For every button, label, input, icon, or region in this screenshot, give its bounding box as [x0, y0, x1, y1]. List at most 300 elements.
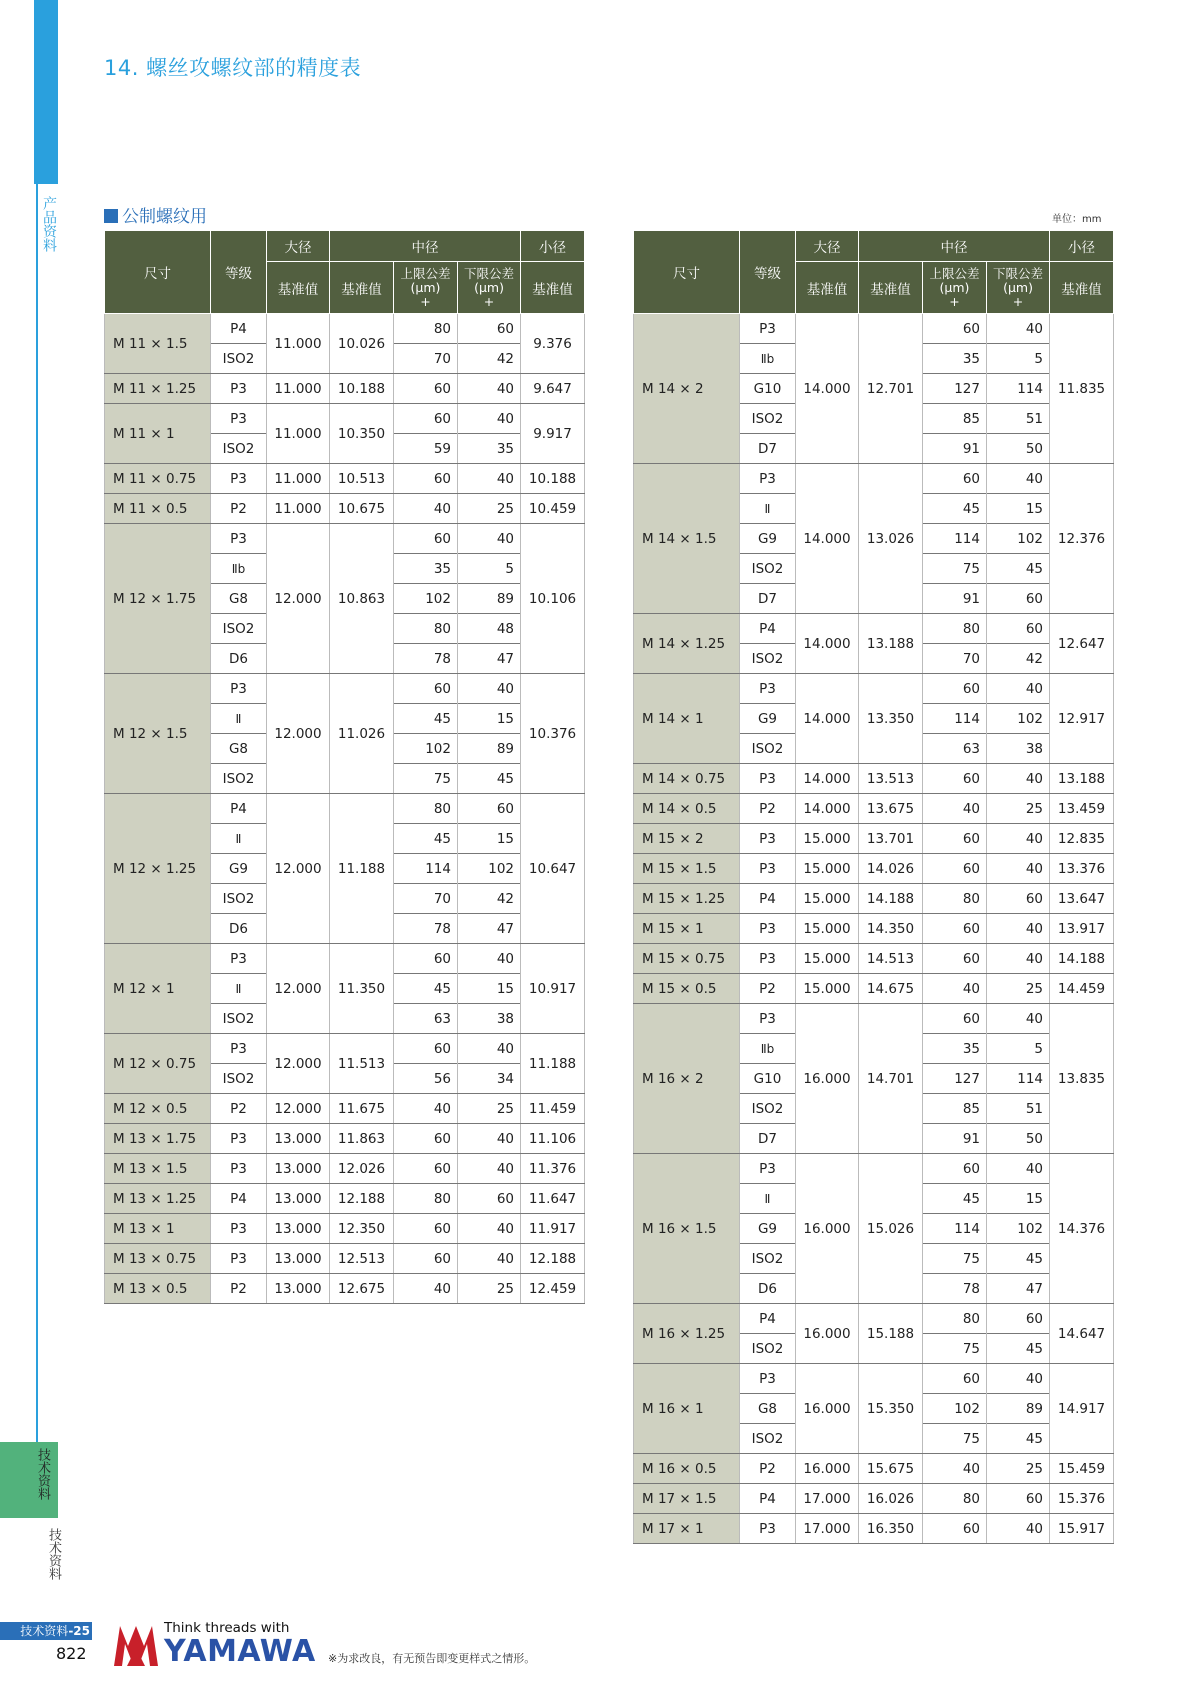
- minor-diameter-cell: 10.188: [521, 464, 585, 494]
- grade-cell: P3: [211, 524, 267, 554]
- upper-tolerance-cell: 80: [923, 614, 987, 644]
- major-diameter-cell: 15.000: [796, 974, 859, 1004]
- upper-tolerance-cell: 56: [394, 1064, 458, 1094]
- upper-tolerance-cell: 35: [394, 554, 458, 584]
- minor-diameter-cell: 14.188: [1050, 944, 1114, 974]
- header-pitch-base: 基准值: [330, 262, 394, 314]
- pitch-diameter-cell: 13.026: [859, 464, 923, 614]
- major-diameter-cell: 17.000: [796, 1484, 859, 1514]
- lower-tolerance-cell: 40: [987, 314, 1050, 344]
- major-diameter-cell: 12.000: [267, 1034, 330, 1094]
- header-major: 大径: [796, 231, 859, 262]
- grade-cell: G8: [740, 1394, 796, 1424]
- lower-tolerance-cell: 40: [987, 674, 1050, 704]
- table-row: [634, 824, 1114, 854]
- upper-tolerance-cell: 59: [394, 434, 458, 464]
- lower-tolerance-cell: 102: [987, 524, 1050, 554]
- footer-tag-number: -25: [68, 1624, 90, 1638]
- table-row: [634, 1454, 1114, 1484]
- major-diameter-cell: 11.000: [267, 404, 330, 464]
- header-lower-tol: [987, 262, 1050, 314]
- size-cell: M 14 × 1.25: [634, 614, 740, 674]
- table-row: [105, 374, 585, 404]
- minor-diameter-cell: 14.376: [1050, 1154, 1114, 1304]
- minor-diameter-cell: 10.459: [521, 494, 585, 524]
- upper-tolerance-cell: 60: [394, 524, 458, 554]
- table-row: [105, 1184, 585, 1214]
- upper-tolerance-cell: 60: [394, 1124, 458, 1154]
- size-cell: M 17 × 1: [634, 1514, 740, 1544]
- lower-tolerance-cell: 40: [987, 824, 1050, 854]
- major-diameter-cell: 14.000: [796, 464, 859, 614]
- major-diameter-cell: 12.000: [267, 674, 330, 794]
- pitch-diameter-cell: 10.675: [330, 494, 394, 524]
- pitch-diameter-cell: 14.701: [859, 1004, 923, 1154]
- table-row: [634, 1364, 1114, 1394]
- lower-tolerance-cell: 89: [458, 734, 521, 764]
- lower-tolerance-cell: 40: [987, 1154, 1050, 1184]
- major-diameter-cell: 11.000: [267, 314, 330, 374]
- grade-cell: P3: [740, 464, 796, 494]
- minor-diameter-cell: 12.188: [521, 1244, 585, 1274]
- major-diameter-cell: 12.000: [267, 1094, 330, 1124]
- upper-tolerance-cell: 60: [923, 1004, 987, 1034]
- header-grade: 等级: [740, 231, 796, 314]
- grade-cell: ISO2: [211, 1064, 267, 1094]
- pitch-diameter-cell: 14.188: [859, 884, 923, 914]
- upper-tolerance-cell: 75: [923, 1424, 987, 1454]
- grade-cell: P3: [740, 674, 796, 704]
- pitch-diameter-cell: 12.513: [330, 1244, 394, 1274]
- upper-tolerance-cell: 85: [923, 1094, 987, 1124]
- lower-tolerance-cell: 51: [987, 404, 1050, 434]
- upper-tolerance-cell: 80: [394, 614, 458, 644]
- grade-cell: P3: [211, 1034, 267, 1064]
- size-cell: M 11 × 1: [105, 404, 211, 464]
- side-category-label: 产品资料: [41, 196, 57, 252]
- upper-tolerance-cell: 75: [923, 1244, 987, 1274]
- major-diameter-cell: 11.000: [267, 464, 330, 494]
- header-upper-tol-label: 上限公差: [400, 265, 451, 281]
- page-title: 14. 螺丝攻螺纹部的精度表: [104, 56, 362, 80]
- upper-tolerance-cell: 63: [394, 1004, 458, 1034]
- grade-cell: P3: [740, 824, 796, 854]
- grade-cell: P2: [740, 1454, 796, 1484]
- lower-tolerance-cell: 114: [987, 374, 1050, 404]
- table-row: [105, 404, 585, 434]
- upper-tolerance-cell: 114: [923, 704, 987, 734]
- header-pitch-base: 基准值: [859, 262, 923, 314]
- lower-tolerance-cell: 60: [458, 794, 521, 824]
- grade-cell: G8: [211, 734, 267, 764]
- size-cell: M 12 × 1.25: [105, 794, 211, 944]
- pitch-diameter-cell: 14.675: [859, 974, 923, 1004]
- lower-tolerance-cell: 25: [987, 1454, 1050, 1484]
- footer-tag-prefix: 技术资料: [20, 1624, 69, 1638]
- lower-tolerance-cell: 40: [987, 944, 1050, 974]
- upper-tolerance-cell: 40: [394, 494, 458, 524]
- minor-diameter-cell: 12.376: [1050, 464, 1114, 614]
- size-cell: M 12 × 1.75: [105, 524, 211, 674]
- pitch-diameter-cell: 10.513: [330, 464, 394, 494]
- major-diameter-cell: 12.000: [267, 524, 330, 674]
- size-cell: M 12 × 0.5: [105, 1094, 211, 1124]
- lower-tolerance-cell: 25: [458, 1274, 521, 1304]
- page-number: 822: [56, 1644, 87, 1663]
- header-major: 大径: [267, 231, 330, 262]
- header-um-unit: (μm): [939, 279, 970, 295]
- grade-cell: P3: [211, 944, 267, 974]
- minor-diameter-cell: 13.459: [1050, 794, 1114, 824]
- upper-tolerance-cell: 78: [923, 1274, 987, 1304]
- lower-tolerance-cell: 5: [458, 554, 521, 584]
- major-diameter-cell: 15.000: [796, 884, 859, 914]
- header-upper-tol-label: 上限公差: [929, 265, 980, 281]
- table-row: [105, 794, 585, 824]
- size-cell: M 14 × 1.5: [634, 464, 740, 614]
- lower-tolerance-cell: 60: [987, 584, 1050, 614]
- grade-cell: D6: [740, 1274, 796, 1304]
- upper-tolerance-cell: 60: [923, 464, 987, 494]
- upper-tolerance-cell: 80: [394, 794, 458, 824]
- grade-cell: ISO2: [740, 554, 796, 584]
- upper-tolerance-cell: 80: [923, 884, 987, 914]
- grade-cell: P3: [211, 1154, 267, 1184]
- lower-tolerance-cell: 15: [458, 974, 521, 1004]
- pitch-diameter-cell: 12.350: [330, 1214, 394, 1244]
- major-diameter-cell: 11.000: [267, 494, 330, 524]
- header-minor: 小径: [1050, 231, 1114, 262]
- minor-diameter-cell: 13.188: [1050, 764, 1114, 794]
- section-subtitle-text: 公制螺纹用: [122, 207, 207, 227]
- lower-tolerance-cell: 47: [458, 644, 521, 674]
- lower-tolerance-cell: 47: [458, 914, 521, 944]
- minor-diameter-cell: 11.835: [1050, 314, 1114, 464]
- header-um-unit: (μm): [474, 279, 504, 295]
- upper-tolerance-cell: 40: [923, 794, 987, 824]
- minor-diameter-cell: 9.917: [521, 404, 585, 464]
- upper-tolerance-cell: 45: [394, 974, 458, 1004]
- size-cell: M 12 × 1: [105, 944, 211, 1034]
- size-cell: M 14 × 0.5: [634, 794, 740, 824]
- major-diameter-cell: 15.000: [796, 914, 859, 944]
- grade-cell: P4: [740, 884, 796, 914]
- minor-diameter-cell: 12.835: [1050, 824, 1114, 854]
- lower-tolerance-cell: 40: [987, 1004, 1050, 1034]
- upper-tolerance-cell: 60: [923, 914, 987, 944]
- major-diameter-cell: 13.000: [267, 1154, 330, 1184]
- lower-tolerance-cell: 25: [987, 794, 1050, 824]
- size-cell: M 15 × 2: [634, 824, 740, 854]
- grade-cell: Ⅱ: [211, 824, 267, 854]
- header-plus-sign: +: [1012, 293, 1024, 309]
- minor-diameter-cell: 10.647: [521, 794, 585, 944]
- upper-tolerance-cell: 60: [923, 1154, 987, 1184]
- size-cell: M 15 × 1.25: [634, 884, 740, 914]
- left-accuracy-table: [104, 230, 585, 1304]
- grade-cell: P2: [740, 974, 796, 1004]
- grade-cell: ISO2: [211, 434, 267, 464]
- lower-tolerance-cell: 5: [987, 1034, 1050, 1064]
- upper-tolerance-cell: 80: [394, 1184, 458, 1214]
- size-cell: M 12 × 0.75: [105, 1034, 211, 1094]
- lower-tolerance-cell: 15: [458, 704, 521, 734]
- header-major-base: 基准值: [796, 262, 859, 314]
- table-row: [634, 1004, 1114, 1034]
- lower-tolerance-cell: 40: [987, 1364, 1050, 1394]
- pitch-diameter-cell: 12.701: [859, 314, 923, 464]
- lower-tolerance-cell: 40: [987, 854, 1050, 884]
- header-plus-sign: +: [420, 293, 431, 309]
- grade-cell: G10: [740, 1064, 796, 1094]
- table-row: [634, 974, 1114, 1004]
- table-row: [105, 1094, 585, 1124]
- lower-tolerance-cell: 25: [458, 494, 521, 524]
- upper-tolerance-cell: 91: [923, 434, 987, 464]
- upper-tolerance-cell: 60: [923, 824, 987, 854]
- major-diameter-cell: 13.000: [267, 1214, 330, 1244]
- header-um-unit: (μm): [1003, 279, 1033, 295]
- grade-cell: P4: [211, 314, 267, 344]
- grade-cell: G9: [740, 704, 796, 734]
- header-minor-base: 基准值: [521, 262, 585, 314]
- upper-tolerance-cell: 91: [923, 1124, 987, 1154]
- lower-tolerance-cell: 35: [458, 434, 521, 464]
- upper-tolerance-cell: 60: [923, 1364, 987, 1394]
- lower-tolerance-cell: 45: [458, 764, 521, 794]
- pitch-diameter-cell: 16.350: [859, 1514, 923, 1544]
- grade-cell: Ⅱb: [740, 1034, 796, 1064]
- header-lower-tol-label: 下限公差: [464, 265, 515, 281]
- header-major-base: 基准值: [267, 262, 330, 314]
- pitch-diameter-cell: 13.675: [859, 794, 923, 824]
- minor-diameter-cell: 12.647: [1050, 614, 1114, 674]
- lower-tolerance-cell: 42: [458, 344, 521, 374]
- lower-tolerance-cell: 60: [987, 1304, 1050, 1334]
- size-cell: M 16 × 0.5: [634, 1454, 740, 1484]
- lower-tolerance-cell: 40: [987, 464, 1050, 494]
- major-diameter-cell: 16.000: [796, 1154, 859, 1304]
- grade-cell: P3: [740, 764, 796, 794]
- lower-tolerance-cell: 89: [987, 1394, 1050, 1424]
- grade-cell: P3: [211, 674, 267, 704]
- grade-cell: P3: [740, 1004, 796, 1034]
- grade-cell: Ⅱb: [740, 344, 796, 374]
- lower-tolerance-cell: 5: [987, 344, 1050, 374]
- minor-diameter-cell: 14.647: [1050, 1304, 1114, 1364]
- major-diameter-cell: 13.000: [267, 1184, 330, 1214]
- size-cell: M 16 × 1.25: [634, 1304, 740, 1364]
- grade-cell: P2: [211, 1274, 267, 1304]
- size-cell: M 16 × 1: [634, 1364, 740, 1454]
- pitch-diameter-cell: 13.188: [859, 614, 923, 674]
- lower-tolerance-cell: 60: [458, 1184, 521, 1214]
- lower-tolerance-cell: 102: [987, 1214, 1050, 1244]
- minor-diameter-cell: 11.106: [521, 1124, 585, 1154]
- grade-cell: G9: [740, 1214, 796, 1244]
- size-cell: M 13 × 1: [105, 1214, 211, 1244]
- grade-cell: P4: [740, 1484, 796, 1514]
- size-cell: M 14 × 2: [634, 314, 740, 464]
- table-row: [105, 1244, 585, 1274]
- size-cell: M 15 × 0.75: [634, 944, 740, 974]
- lower-tolerance-cell: 40: [458, 374, 521, 404]
- table-row: [634, 1484, 1114, 1514]
- major-diameter-cell: 11.000: [267, 374, 330, 404]
- upper-tolerance-cell: 40: [394, 1094, 458, 1124]
- table-row: [634, 854, 1114, 884]
- lower-tolerance-cell: 40: [458, 674, 521, 704]
- table-row: [105, 1274, 585, 1304]
- upper-tolerance-cell: 80: [923, 1484, 987, 1514]
- upper-tolerance-cell: 75: [394, 764, 458, 794]
- grade-cell: P3: [211, 404, 267, 434]
- table-row: [105, 464, 585, 494]
- minor-diameter-cell: 13.376: [1050, 854, 1114, 884]
- upper-tolerance-cell: 40: [394, 1274, 458, 1304]
- lower-tolerance-cell: 114: [987, 1064, 1050, 1094]
- grade-cell: Ⅱ: [740, 494, 796, 524]
- upper-tolerance-cell: 60: [394, 404, 458, 434]
- header-grade: 等级: [211, 231, 267, 314]
- size-cell: M 15 × 1.5: [634, 854, 740, 884]
- table-row: [105, 314, 585, 344]
- size-cell: M 16 × 1.5: [634, 1154, 740, 1304]
- table-row: [634, 764, 1114, 794]
- brand-name: YAMAWA: [164, 1634, 316, 1669]
- minor-diameter-cell: 10.917: [521, 944, 585, 1034]
- lower-tolerance-cell: 45: [987, 554, 1050, 584]
- unit-label: 单位：mm: [1052, 214, 1102, 225]
- pitch-diameter-cell: 10.863: [330, 524, 394, 674]
- upper-tolerance-cell: 40: [923, 1454, 987, 1484]
- upper-tolerance-cell: 60: [394, 374, 458, 404]
- minor-diameter-cell: 15.917: [1050, 1514, 1114, 1544]
- minor-diameter-cell: 11.376: [521, 1154, 585, 1184]
- grade-cell: G9: [211, 854, 267, 884]
- pitch-diameter-cell: 12.026: [330, 1154, 394, 1184]
- lower-tolerance-cell: 45: [987, 1334, 1050, 1364]
- major-diameter-cell: 14.000: [796, 674, 859, 764]
- lower-tolerance-cell: 102: [458, 854, 521, 884]
- grade-cell: P3: [740, 314, 796, 344]
- size-cell: M 13 × 0.5: [105, 1274, 211, 1304]
- grade-cell: ISO2: [740, 734, 796, 764]
- footer-disclaimer: ※为求改良，有无预告即变更样式之情形。: [328, 1652, 536, 1665]
- table-row: [105, 494, 585, 524]
- major-diameter-cell: 14.000: [796, 764, 859, 794]
- grade-cell: Ⅱ: [211, 704, 267, 734]
- minor-diameter-cell: 13.647: [1050, 884, 1114, 914]
- minor-diameter-cell: 10.106: [521, 524, 585, 674]
- table-row: [105, 944, 585, 974]
- side-accent-bar: [34, 0, 58, 184]
- table-row: [634, 1514, 1114, 1544]
- pitch-diameter-cell: 12.675: [330, 1274, 394, 1304]
- lower-tolerance-cell: 38: [987, 734, 1050, 764]
- upper-tolerance-cell: 75: [923, 1334, 987, 1364]
- major-diameter-cell: 16.000: [796, 1304, 859, 1364]
- grade-cell: P4: [211, 1184, 267, 1214]
- square-bullet-icon: [104, 209, 118, 223]
- upper-tolerance-cell: 70: [923, 644, 987, 674]
- grade-cell: D7: [740, 584, 796, 614]
- side-section-tab-label: 技术资料: [35, 1448, 50, 1500]
- yamawa-logo-icon: [114, 1622, 158, 1666]
- minor-diameter-cell: 11.459: [521, 1094, 585, 1124]
- lower-tolerance-cell: 40: [458, 404, 521, 434]
- grade-cell: P2: [211, 494, 267, 524]
- upper-tolerance-cell: 45: [394, 704, 458, 734]
- side-section-label: 技术资料: [46, 1528, 61, 1580]
- lower-tolerance-cell: 15: [458, 824, 521, 854]
- minor-diameter-cell: 10.376: [521, 674, 585, 794]
- size-cell: M 13 × 1.75: [105, 1124, 211, 1154]
- pitch-diameter-cell: 12.188: [330, 1184, 394, 1214]
- grade-cell: Ⅱ: [211, 974, 267, 1004]
- table-row: [105, 1214, 585, 1244]
- right-accuracy-table: [633, 230, 1114, 1544]
- lower-tolerance-cell: 40: [458, 1244, 521, 1274]
- grade-cell: D7: [740, 1124, 796, 1154]
- major-diameter-cell: 13.000: [267, 1274, 330, 1304]
- grade-cell: P3: [211, 464, 267, 494]
- major-diameter-cell: 15.000: [796, 824, 859, 854]
- upper-tolerance-cell: 60: [394, 1034, 458, 1064]
- lower-tolerance-cell: 48: [458, 614, 521, 644]
- pitch-diameter-cell: 15.026: [859, 1154, 923, 1304]
- table-row: [105, 674, 585, 704]
- grade-cell: ISO2: [211, 884, 267, 914]
- header-size: 尺寸: [105, 231, 211, 314]
- pitch-diameter-cell: 10.350: [330, 404, 394, 464]
- grade-cell: G9: [740, 524, 796, 554]
- grade-cell: P3: [740, 1154, 796, 1184]
- pitch-diameter-cell: 13.350: [859, 674, 923, 764]
- upper-tolerance-cell: 60: [923, 1514, 987, 1544]
- upper-tolerance-cell: 45: [394, 824, 458, 854]
- major-diameter-cell: 14.000: [796, 794, 859, 824]
- grade-cell: P2: [740, 794, 796, 824]
- minor-diameter-cell: 15.376: [1050, 1484, 1114, 1514]
- grade-cell: ISO2: [211, 344, 267, 374]
- grade-cell: Ⅱb: [211, 554, 267, 584]
- lower-tolerance-cell: 40: [987, 914, 1050, 944]
- lower-tolerance-cell: 40: [458, 944, 521, 974]
- upper-tolerance-cell: 102: [923, 1394, 987, 1424]
- grade-cell: D6: [211, 914, 267, 944]
- grade-cell: Ⅱ: [740, 1184, 796, 1214]
- grade-cell: P4: [740, 614, 796, 644]
- lower-tolerance-cell: 40: [458, 1214, 521, 1244]
- side-section-tab[interactable]: [0, 1442, 58, 1518]
- lower-tolerance-cell: 25: [987, 974, 1050, 1004]
- upper-tolerance-cell: 60: [923, 674, 987, 704]
- grade-cell: P2: [211, 1094, 267, 1124]
- table-row: [634, 1304, 1114, 1334]
- footer-section-tag: [0, 1622, 92, 1640]
- upper-tolerance-cell: 70: [394, 344, 458, 374]
- lower-tolerance-cell: 40: [458, 1124, 521, 1154]
- grade-cell: P3: [740, 1364, 796, 1394]
- lower-tolerance-cell: 102: [987, 704, 1050, 734]
- grade-cell: P3: [211, 374, 267, 404]
- pitch-diameter-cell: 15.188: [859, 1304, 923, 1364]
- header-upper-tol: [923, 262, 987, 314]
- upper-tolerance-cell: 70: [394, 884, 458, 914]
- table-row: [634, 614, 1114, 644]
- upper-tolerance-cell: 60: [394, 464, 458, 494]
